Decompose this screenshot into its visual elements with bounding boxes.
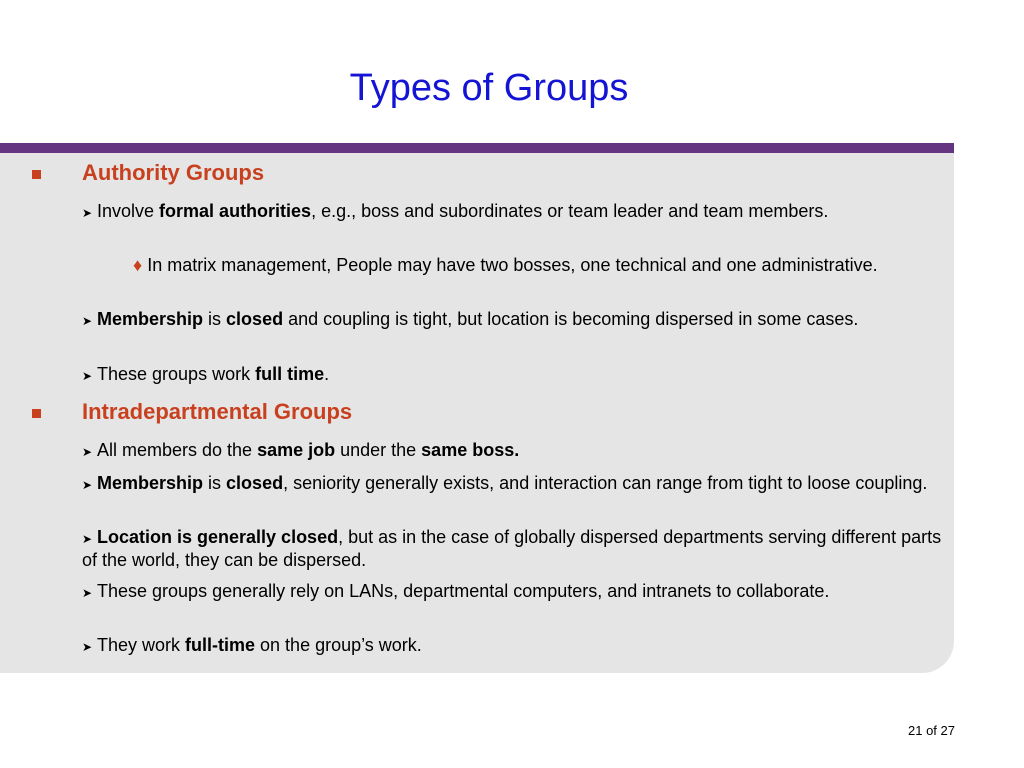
arrow-bullet-icon: ➤ bbox=[82, 532, 93, 546]
list-item bbox=[82, 581, 942, 604]
list-item bbox=[82, 364, 942, 387]
item-text: is bbox=[203, 309, 227, 329]
item-bold: Location is generally closed bbox=[97, 527, 339, 547]
item-text: In matrix management, People may have two bosses, one technical and one administrative. bbox=[147, 255, 878, 275]
slide-title: Types of Groups bbox=[349, 67, 629, 109]
item-bold: full time bbox=[255, 364, 325, 384]
item-text: Involve bbox=[97, 201, 160, 221]
item-bold: closed bbox=[226, 309, 284, 329]
item-text: These groups work bbox=[97, 364, 256, 384]
section-heading-intradepartmental: Intradepartmental Groups bbox=[82, 399, 353, 424]
item-text: under the bbox=[335, 440, 422, 460]
content-panel bbox=[0, 153, 954, 673]
item-text: , e.g., boss and subordinates or team leader and team members. bbox=[311, 201, 829, 221]
square-bullet-icon bbox=[32, 170, 41, 179]
item-text: All members do the bbox=[97, 440, 258, 460]
arrow-bullet-icon: ➤ bbox=[82, 478, 93, 492]
item-text: They work bbox=[97, 635, 186, 655]
item-bold: Membership bbox=[97, 309, 204, 329]
item-text: on the group’s work. bbox=[255, 635, 422, 655]
page-number: 21 of 27 bbox=[908, 723, 955, 738]
sub-list-item bbox=[133, 255, 933, 276]
item-text: , but as in the case of globally dispersed departments serving different parts of the world, they can be dispersed. bbox=[82, 527, 942, 570]
list-item bbox=[82, 473, 942, 496]
arrow-bullet-icon: ➤ bbox=[82, 640, 93, 654]
item-text: is bbox=[203, 473, 227, 493]
arrow-bullet-icon: ➤ bbox=[82, 369, 93, 383]
list-item bbox=[82, 527, 942, 571]
item-bold: same job bbox=[257, 440, 336, 460]
item-text: These groups generally rely on LANs, departmental computers, and intranets to collaborate. bbox=[97, 581, 830, 601]
arrow-bullet-icon: ➤ bbox=[82, 586, 93, 600]
list-item bbox=[82, 201, 942, 224]
list-item bbox=[82, 440, 942, 463]
item-bold: full-time bbox=[185, 635, 256, 655]
arrow-bullet-icon: ➤ bbox=[82, 314, 93, 328]
list-item bbox=[82, 309, 942, 332]
diamond-bullet-icon: ♦ bbox=[133, 255, 143, 275]
item-text: . bbox=[324, 364, 330, 384]
item-bold: closed bbox=[226, 473, 284, 493]
square-bullet-icon bbox=[32, 409, 41, 418]
item-bold: same boss. bbox=[421, 440, 520, 460]
section-heading-authority: Authority Groups bbox=[82, 160, 265, 185]
arrow-bullet-icon: ➤ bbox=[82, 445, 93, 459]
item-bold: Membership bbox=[97, 473, 204, 493]
item-text: and coupling is tight, but location is becoming dispersed in some cases. bbox=[283, 309, 859, 329]
item-text: , seniority generally exists, and interaction can range from tight to loose coupling. bbox=[283, 473, 928, 493]
list-item bbox=[82, 635, 942, 658]
arrow-bullet-icon: ➤ bbox=[82, 206, 93, 220]
item-bold: formal authorities bbox=[159, 201, 312, 221]
title-accent-bar bbox=[0, 143, 954, 153]
